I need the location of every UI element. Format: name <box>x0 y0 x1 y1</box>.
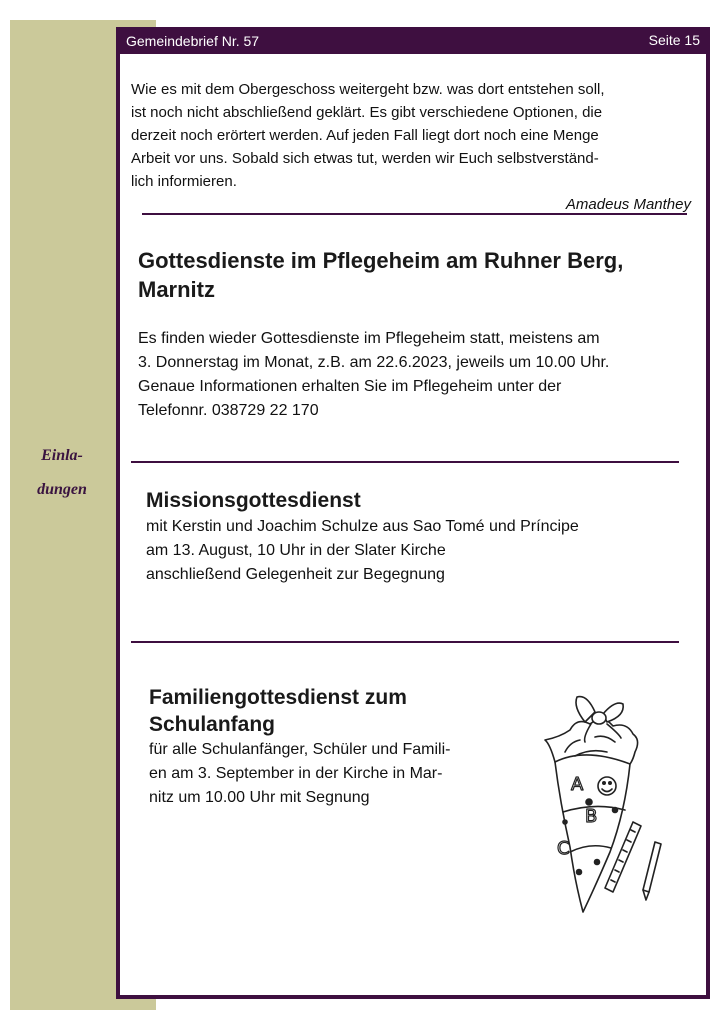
school-cone-illustration <box>515 682 680 927</box>
section3-title <box>149 684 407 738</box>
section3-line: en am 3. September in der Kirche in Mar- <box>149 765 443 782</box>
author-signature: Amadeus Manthey <box>565 196 691 213</box>
section2-line: mit Kerstin und Joachim Schulze aus Sao Tomé und Príncipe <box>146 518 579 535</box>
section2-line: anschließend Gelegenheit zur Begegnung <box>146 566 445 583</box>
section1-title-line2: Marnitz <box>138 277 215 302</box>
section3-line: nitz um 10.00 Uhr mit Segnung <box>149 789 370 806</box>
section1-line: Es finden wieder Gottesdienste im Pflegeheim statt, meistens am <box>138 330 600 347</box>
intro-line: derzeit noch erörtert werden. Auf jeden Fall liegt dort noch eine Menge <box>131 127 599 144</box>
section2-title: Missionsgottesdienst <box>146 489 361 512</box>
section1-title <box>138 246 623 304</box>
intro-line: Arbeit vor uns. Sobald sich etwas tut, werden wir Euch selbstverständ- <box>131 150 599 167</box>
page-number: Seite 15 <box>648 32 700 48</box>
section1-line: Genaue Informationen erhalten Sie im Pflegeheim unter der <box>138 378 562 395</box>
intro-line: Wie es mit dem Obergeschoss weitergeht bzw. was dort entstehen soll, <box>131 81 605 98</box>
section1-line: Telefonnr. 038729 22 170 <box>138 402 319 419</box>
svg-text:B: B <box>585 806 598 827</box>
page-header <box>116 27 710 54</box>
section3-body <box>149 738 509 810</box>
section3-title-line1: Familiengottesdienst zum <box>149 686 407 709</box>
section2-body <box>146 515 691 587</box>
sidebar-label-line2: dungen <box>37 481 87 498</box>
divider-1 <box>142 213 687 215</box>
intro-line: ist noch nicht abschließend geklärt. Es gibt verschiedene Optionen, die <box>131 104 603 121</box>
section3-line: für alle Schulanfänger, Schüler und Famili- <box>149 741 451 758</box>
section2-line: am 13. August, 10 Uhr in der Slater Kirche <box>146 542 446 559</box>
section1-line: 3. Donnerstag im Monat, z.B. am 22.6.2023, jeweils um 10.00 Uhr. <box>138 354 610 371</box>
section3-title-line2: Schulanfang <box>149 713 276 736</box>
divider-3 <box>131 641 679 643</box>
intro-line: lich informieren. <box>131 173 237 190</box>
section1-body <box>138 327 698 423</box>
sidebar-label-line1: Einla- <box>41 447 83 464</box>
intro-paragraph <box>131 78 691 216</box>
svg-text:C: C <box>557 838 570 859</box>
section1-title-line1: Gottesdienste im Pflegeheim am Ruhner Berg, <box>138 248 624 273</box>
newsletter-number: Gemeindebrief Nr. 57 <box>126 33 260 49</box>
divider-2 <box>131 461 679 463</box>
svg-text:A: A <box>571 774 584 795</box>
